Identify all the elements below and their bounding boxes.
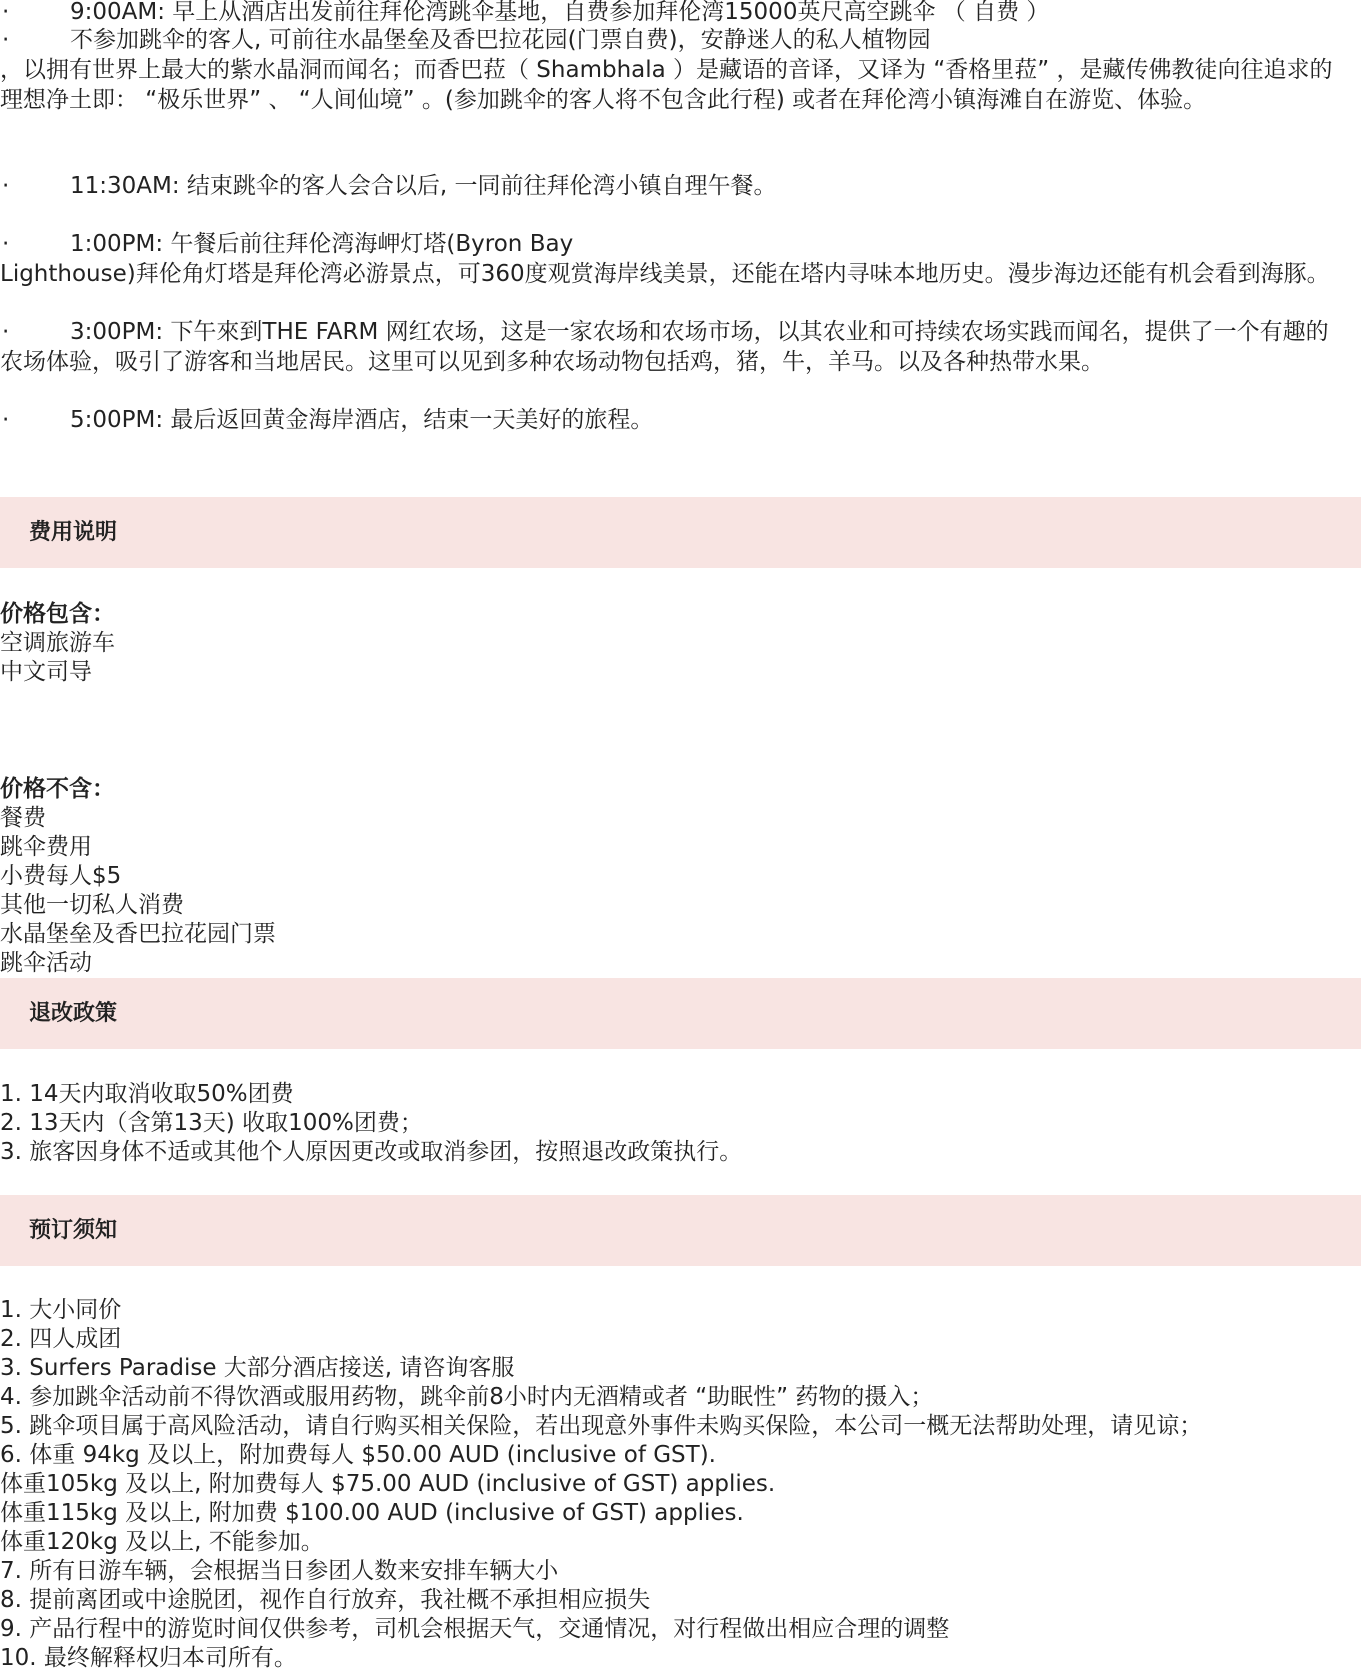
booking-item: 10. 最终解释权归本司所有。 bbox=[0, 1645, 297, 1671]
booking-item: 8. 提前离团或中途脱团，视作自行放弃，我社概不承担相应损失 bbox=[0, 1587, 651, 1613]
refund-item: 3. 旅客因身体不适或其他个人原因更改或取消参团，按照退改政策执行。 bbox=[0, 1139, 743, 1165]
booking-item: 体重115kg 及以上, 附加费 $100.00 AUD (inclusive of GST) applies. bbox=[0, 1500, 744, 1526]
refund-item: 1. 14天内取消收取50%团费 bbox=[0, 1081, 294, 1107]
bullet-icon: · bbox=[2, 27, 10, 53]
bullet-icon: · bbox=[2, 231, 10, 257]
included-heading: 价格包含： bbox=[0, 601, 115, 627]
refund-section-title: 退改政策 bbox=[29, 1001, 118, 1026]
itinerary-item-continuation: 理想净土即： “极乐世界” 、 “人间仙境” 。(参加跳伞的客人将不包含此行程) 或者在拜伦湾小镇海滩自在游览、体验。 bbox=[0, 87, 1207, 113]
itinerary-item-continuation: ，以拥有世界上最大的紫水晶洞而闻名；而香巴菈（ Shambhala ）是藏语的音译，又译为 “香格里菈” ，是藏传佛教徒向往追求的 bbox=[0, 57, 1333, 83]
itinerary-item-text: 5:00PM: 最后返回黄金海岸酒店，结束一天美好的旅程。 bbox=[70, 407, 654, 433]
itinerary-item-text: 3:00PM: 下午來到THE FARM 网红农场，这是一家农场和农场市场，以其农业和可持续农场实践而闻名，提供了一个有趣的 bbox=[70, 319, 1329, 345]
excluded-item: 跳伞活动 bbox=[0, 950, 92, 976]
itinerary-item-text: 9:00AM: 早上从酒店出发前往拜伦湾跳伞基地，自费参加拜伦湾15000英尺高空跳伞 （ 自费 ） bbox=[70, 0, 1050, 25]
excluded-heading: 价格不含： bbox=[0, 776, 115, 802]
booking-section-header bbox=[0, 1195, 1361, 1266]
itinerary-item-continuation: 农场体验，吸引了游客和当地居民。这里可以见到多种农场动物包括鸡，猪，牛，羊马。以及各种热带水果。 bbox=[0, 349, 1104, 375]
itinerary-item-text: 1:00PM: 午餐后前往拜伦湾海岬灯塔(Byron Bay bbox=[70, 231, 574, 257]
fees-section-header bbox=[0, 497, 1361, 568]
fees-section-title: 费用说明 bbox=[29, 520, 118, 545]
booking-item: 2. 四人成团 bbox=[0, 1326, 122, 1352]
refund-section-header bbox=[0, 978, 1361, 1049]
included-item: 空调旅游车 bbox=[0, 630, 115, 656]
booking-item: 体重120kg 及以上, 不能参加。 bbox=[0, 1529, 324, 1555]
excluded-item: 水晶堡垒及香巴拉花园门票 bbox=[0, 921, 276, 947]
booking-item: 1. 大小同价 bbox=[0, 1297, 122, 1323]
excluded-item: 跳伞费用 bbox=[0, 834, 92, 860]
itinerary-item-text: 11:30AM: 结束跳伞的客人会合以后, 一同前往拜伦湾小镇自理午餐。 bbox=[70, 173, 777, 199]
excluded-item: 小费每人$5 bbox=[0, 863, 122, 889]
bullet-icon: · bbox=[2, 173, 10, 199]
booking-item: 体重105kg 及以上, 附加费每人 $75.00 AUD (inclusive of GST) applies. bbox=[0, 1471, 776, 1497]
excluded-item: 其他一切私人消费 bbox=[0, 892, 184, 918]
bullet-icon: · bbox=[2, 407, 10, 433]
itinerary-item-continuation: Lighthouse)拜伦角灯塔是拜伦湾必游景点，可360度观赏海岸线美景，还能在塔内寻味本地历史。漫步海边还能有机会看到海豚。 bbox=[0, 261, 1330, 287]
booking-item: 5. 跳伞项目属于高风险活动，请自行购买相关保险，若出现意外事件未购买保险，本公司一概无法帮助处理，请见谅； bbox=[0, 1413, 1203, 1439]
booking-item: 7. 所有日游车辆，会根据当日参团人数来安排车辆大小 bbox=[0, 1558, 559, 1584]
booking-item: 3. Surfers Paradise 大部分酒店接送, 请咨询客服 bbox=[0, 1355, 515, 1381]
booking-item: 9. 产品行程中的游览时间仅供参考，司机会根据天气，交通情况，对行程做出相应合理的调整 bbox=[0, 1616, 950, 1642]
bullet-icon: · bbox=[2, 0, 10, 25]
booking-item: 4. 参加跳伞活动前不得饮酒或服用药物，跳伞前8小时内无酒精或者 “助眠性” 药物的摄入； bbox=[0, 1384, 934, 1410]
included-item: 中文司导 bbox=[0, 659, 92, 685]
bullet-icon: · bbox=[2, 319, 10, 345]
refund-item: 2. 13天内（含第13天) 收取100%团费； bbox=[0, 1110, 423, 1136]
booking-section-title: 预订须知 bbox=[29, 1218, 118, 1243]
excluded-item: 餐费 bbox=[0, 805, 46, 831]
booking-item: 6. 体重 94kg 及以上，附加费每人 $50.00 AUD (inclusive of GST). bbox=[0, 1442, 716, 1468]
itinerary-item-text: 不参加跳伞的客人, 可前往水晶堡垒及香巴拉花园(门票自费)，安静迷人的私人植物园 bbox=[70, 27, 931, 53]
